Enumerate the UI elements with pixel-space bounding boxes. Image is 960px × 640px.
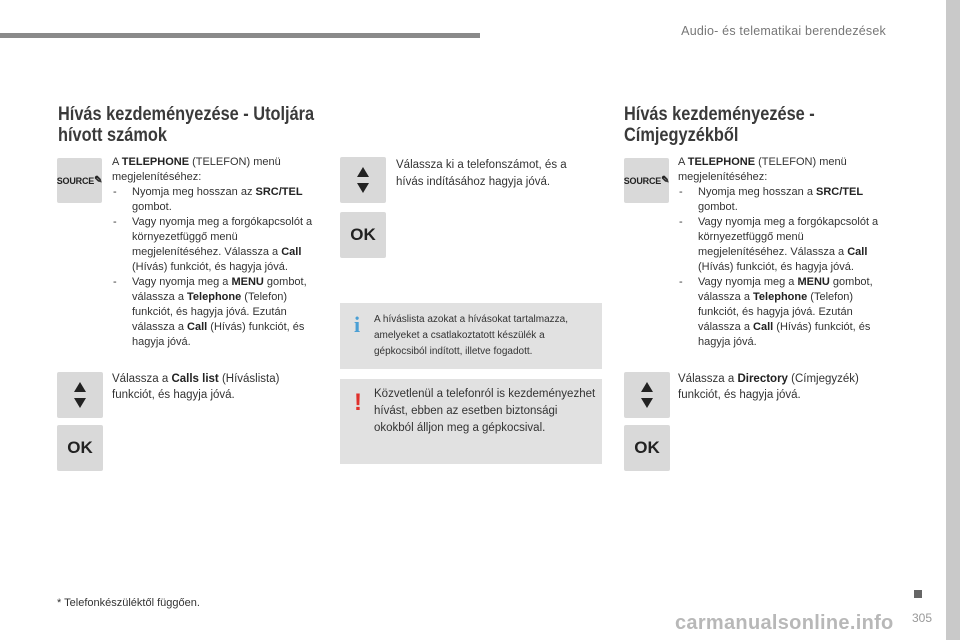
list-item: - Nyomja meg hosszan az SRC/TEL gombot. [112,185,322,215]
header-bar [0,33,480,38]
ok-button-icon: OK [624,425,670,471]
info-icon: i [354,312,361,337]
list-item: - Vagy nyomja meg a forgókapcsolót a környezetfüggő menü megjelenítéséhez. Válassza a Call (Hívás) funkciót, és hagyja jóvá. [678,215,888,275]
arrow-down-icon [74,398,86,408]
ok-button-icon: OK [340,212,386,258]
right-section-title [624,104,882,146]
header-title: Audio- és telematikai berendezések [681,24,886,38]
up-down-arrows-icon [624,372,670,418]
warning-icon: ! [354,389,362,416]
left-bullet-list [112,185,322,350]
page-marker [914,590,922,598]
list-item: - Nyomja meg hosszan a SRC/TEL gombot. [678,185,888,215]
source-button-icon: SOURCE ✎ [624,158,669,203]
left-step2: Válassza a Calls list (Híváslista) funkciót, és hagyja jóvá. [112,373,280,401]
source-button-icon: SOURCE ✎ [57,158,102,203]
right-title-line2: Címjegyzékből [624,125,739,146]
page-edge-band [946,0,960,640]
arrow-down-icon [357,183,369,193]
left-title-line1: Hívás kezdeményezése - Utoljára [58,104,315,125]
left-title-line2: hívott számok [58,125,167,146]
watermark: carmanualsonline.info [675,612,894,634]
list-item: - Vagy nyomja meg a forgókapcsolót a környezetfüggő menü megjelenítéséhez. Válassza a Call (Hívás) funkciót, és hagyja jóvá. [112,215,322,275]
up-down-arrows-icon [340,157,386,203]
left-intro: A TELEPHONE (TELEFON) menü megjelenítéséhez: [112,156,281,183]
right-intro: A TELEPHONE (TELEFON) menü megjelenítéséhez: [678,156,847,183]
left-instructions [112,155,322,350]
arrow-up-icon [357,167,369,177]
middle-step: Válassza ki a telefonszámot, és a hívás indításához hagyja jóvá. [396,159,567,188]
left-section-title [58,104,316,146]
warning-note-text: Közvetlenül a telefonról is kezdeményezhet hívást, ebben az esetben biztonsági okokból álljon meg a gépkocsival. [374,388,596,434]
arrow-down-icon [641,398,653,408]
right-step2: Válassza a Directory (Címjegyzék) funkciót, és hagyja jóvá. [678,373,859,401]
right-bullet-list [678,185,888,350]
warning-note-box [340,379,602,464]
up-down-arrows-icon [57,372,103,418]
page-number: 305 [912,611,933,625]
list-item: - Vagy nyomja meg a MENU gombot, válassza a Telephone (Telefon) funkciót, és hagyja jóvá. Ezután válassza a Call (Hívás) funkciót, és hagyja jóvá. [678,275,888,350]
footnote: * Telefonkészüléktől függően. [57,597,200,609]
right-instructions [678,155,888,350]
list-item: - Vagy nyomja meg a MENU gombot, válassza a Telephone (Telefon) funkciót, és hagyja jóvá. Ezután válassza a Call (Hívás) funkciót, és hagyja jóvá. [112,275,322,350]
arrow-up-icon [74,382,86,392]
info-note-box [340,303,602,369]
right-title-line1: Hívás kezdeményezése - [624,104,815,125]
ok-button-icon: OK [57,425,103,471]
info-note-text: A híváslista azokat a hívásokat tartalmazza, amelyeket a csatlakoztatott készülék a gépkocsiból indított, illetve fogadott. [374,314,568,357]
arrow-up-icon [641,382,653,392]
